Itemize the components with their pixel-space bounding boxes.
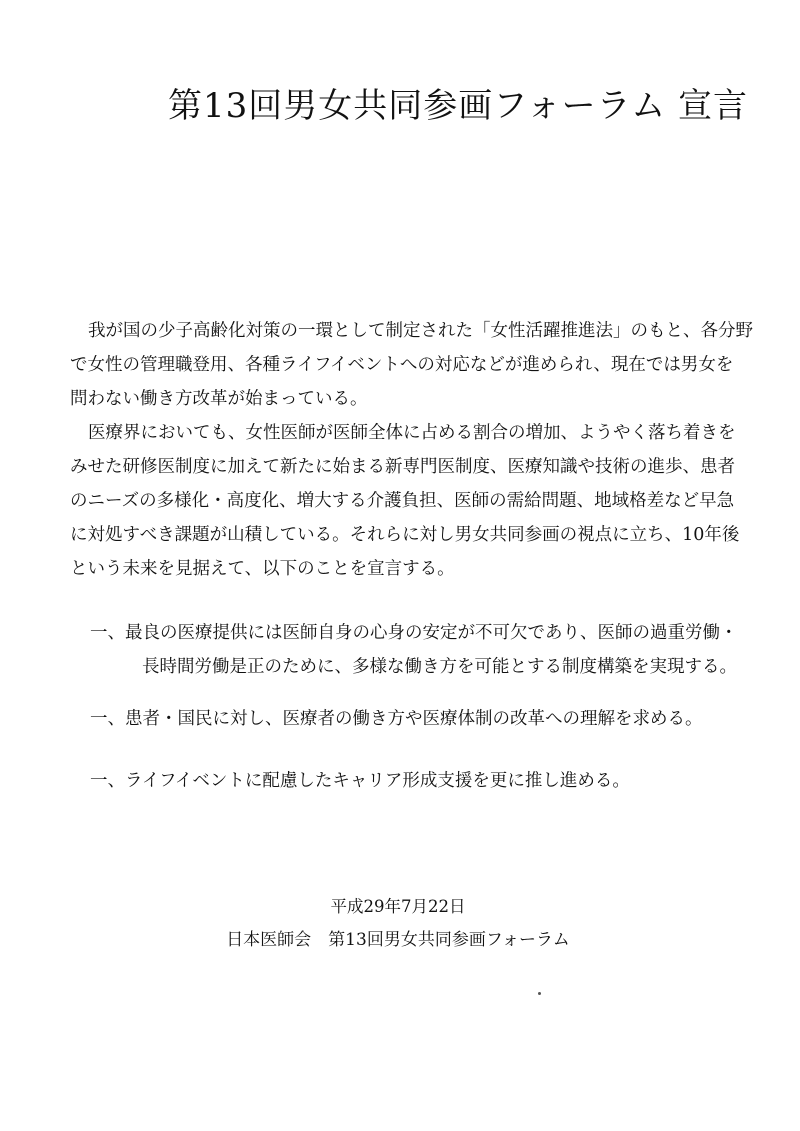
preamble-p1-line-3: 問わない働き方改革が始まっている。 <box>70 389 368 409</box>
preamble-p2-line-5: という未来を見据えて、以下のことを宣言する。 <box>70 559 455 579</box>
preamble-p1-line-1: 我が国の少子高齢化対策の一環として制定された「女性活躍推進法」のもと、各分野 <box>88 321 753 341</box>
signature-organization: 日本医師会 第13回男女共同参画フォーラム <box>226 930 570 950</box>
declaration-1-line-1: 一、最良の医療提供には医師自身の心身の安定が不可欠であり、医師の過重労働・ <box>90 623 738 643</box>
declaration-2-line-1: 一、患者・国民に対し、医療者の働き方や医療体制の改革への理解を求める。 <box>90 709 703 729</box>
preamble-p2-line-1: 医療界においても、女性医師が医師全体に占める割合の増加、ようやく落ち着きを <box>88 423 736 443</box>
declaration-item <box>90 618 738 682</box>
preamble-p2-line-3: のニーズの多様化・高度化、増大する介護負担、医師の需給問題、地域格差など早急 <box>70 491 735 511</box>
document-title: 第13回男女共同参画フォーラム 宣言 <box>168 86 749 126</box>
preamble-p1-line-2: で女性の管理職登用、各種ライフイベントへの対応などが進められ、現在では男女を <box>70 355 734 375</box>
declaration-1-line-2: 長時間労働是正のために、多様な働き方を可能とする制度構築を実現する。 <box>142 657 737 677</box>
declaration-item <box>90 766 630 796</box>
declaration-3-line-1: 一、ライフイベントに配慮したキャリア形成支援を更に推し進める。 <box>90 771 630 791</box>
declaration-item <box>90 704 703 734</box>
preamble-p2-line-2: みせた研修医制度に加えて新たに始まる新専門医制度、医療知識や技術の進歩、患者 <box>70 457 735 477</box>
signature-date: 平成29年7月22日 <box>330 897 466 916</box>
scan-speck <box>538 992 541 995</box>
preamble <box>70 316 753 588</box>
preamble-p2-line-4: に対処すべき課題が山積している。それらに対し男女共同参画の視点に立ち、10年後 <box>70 525 740 545</box>
